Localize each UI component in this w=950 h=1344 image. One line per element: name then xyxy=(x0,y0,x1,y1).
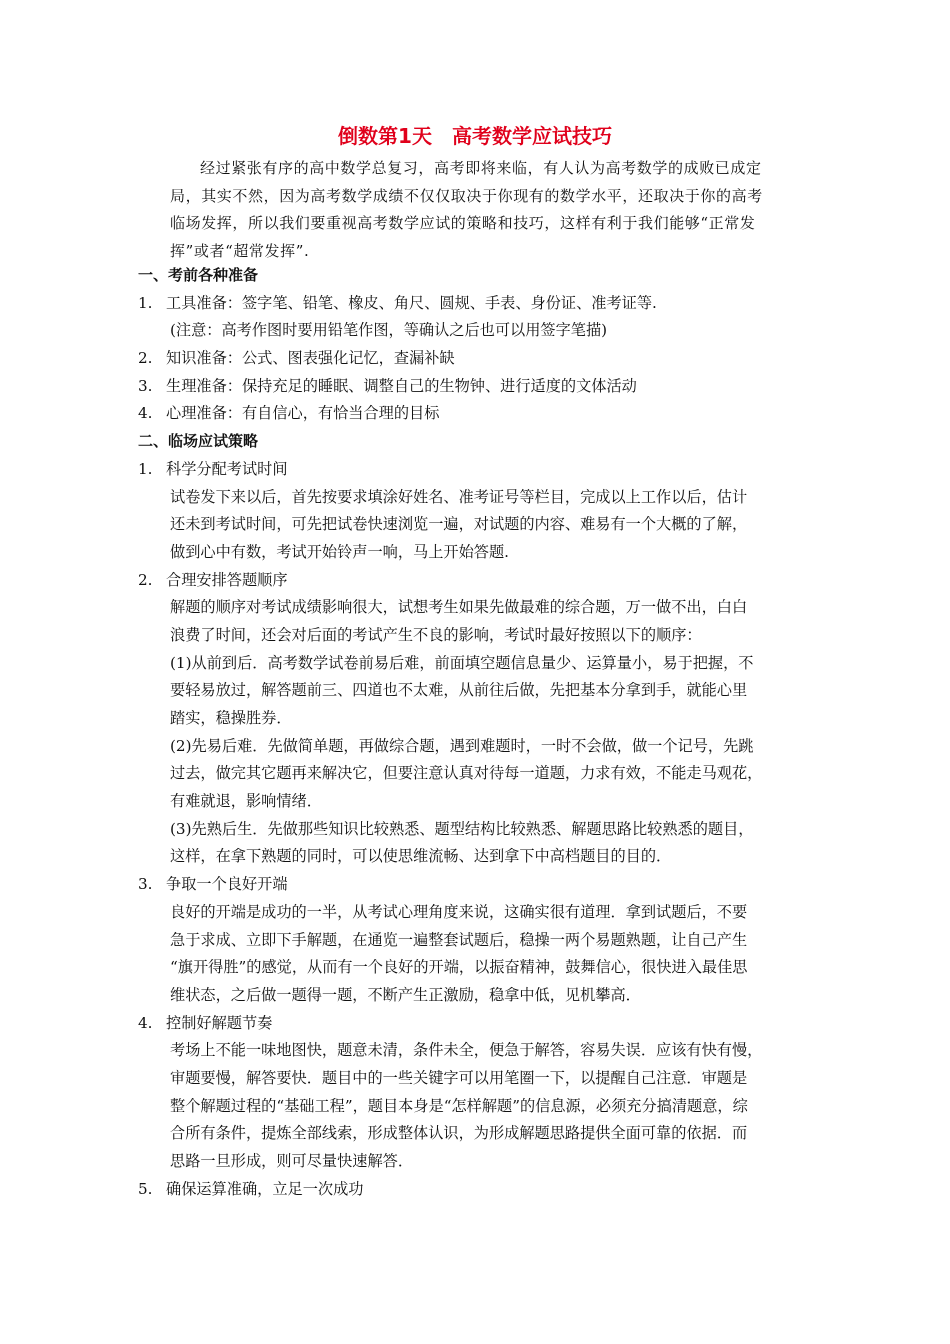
paragraph-line: 良好的开端是成功的一半，从考试心理角度来说，这确实很有道理．拿到试题后，不要 xyxy=(170,902,748,921)
paragraph-line: 还未到考试时间，可先把试卷快速浏览一遍，对试题的内容、难易有一个大概的了解， xyxy=(170,515,748,534)
paragraph-line: 做到心中有数，考试开始铃声一响，马上开始答题. xyxy=(170,542,509,561)
paragraph-line: 过去，做完其它题再来解决它，但要注意认真对待每一道题，力求有效，不能走马观花， xyxy=(170,764,763,783)
intro-line: 局，其实不然，因为高考数学成绩不仅仅取决于你现有的数学水平，还取决于你的高考 xyxy=(170,186,763,205)
paragraph-line: 解题的顺序对考试成绩影响很大，试想考生如果先做最难的综合题，万一做不出，白白 xyxy=(170,598,748,617)
item-number: 2. xyxy=(138,570,153,589)
paragraph-line: 维状态，之后做一题得一题，不断产生正激励，稳拿中低，见机攀高． xyxy=(170,985,641,1004)
paragraph-line: (2)先易后难．先做简单题，再做综合题，遇到难题时，一时不会做，做一个记号，先跳 xyxy=(170,736,754,755)
list-item-title xyxy=(0,456,950,484)
intro-line: 临场发挥，所以我们要重视高考数学应试的策略和技巧，这样有利于我们能够“正常发 xyxy=(170,214,756,233)
list-item-title xyxy=(0,871,950,899)
item-text: 知识准备：公式、图表强化记忆，查漏补缺 xyxy=(166,349,455,368)
paragraph-line: 审题要慢，解答要快．题目中的一些关键字可以用笔圈一下，以提醒自己注意．审题是 xyxy=(170,1068,748,1087)
paragraph-line: 思路一旦形成，则可尽量快速解答． xyxy=(170,1152,413,1170)
list-item xyxy=(0,345,950,373)
item-number: 2. xyxy=(138,349,153,368)
item-text: 心理准备：有自信心，有恰当合理的目标 xyxy=(166,404,440,423)
paragraph-line: 这样，在拿下熟题的同时，可以使思维流畅、达到拿下中高档题目的目的． xyxy=(170,847,672,866)
note-line: (注意：高考作图时要用铅笔作图，等确认之后也可以用签字笔描) xyxy=(170,321,608,340)
document-body xyxy=(0,262,950,1203)
item-number: 4. xyxy=(138,404,153,423)
paragraph-line: 踏实，稳操胜券． xyxy=(170,709,292,727)
item-title: 科学分配考试时间 xyxy=(166,459,288,478)
paragraph-line: (3)先熟后生．先做那些知识比较熟悉、题型结构比较熟悉、解题思路比较熟悉的题目， xyxy=(170,819,754,838)
paragraph-line: 合所有条件，提炼全部线索，形成整体认识，为形成解题思路提供全面可靠的依据．而 xyxy=(170,1124,748,1143)
section-heading: 一、考前各种准备 xyxy=(138,266,259,284)
item-title: 确保运算准确，立足一次成功 xyxy=(166,1179,364,1198)
item-number: 1. xyxy=(138,293,153,312)
paragraph-line: 试卷发下来以后，首先按要求填涂好姓名、准考证号等栏目，完成以上工作以后，估计 xyxy=(170,487,748,506)
paragraph-line: 考场上不能一味地图快，题意未清，条件未全，便急于解答，容易失误．应该有快有慢， xyxy=(170,1041,763,1060)
list-item xyxy=(0,373,950,401)
item-title: 合理安排答题顺序 xyxy=(166,570,288,589)
list-item xyxy=(0,290,950,318)
paragraph-line: 急于求成、立即下手解题，在通览一遍整套试题后，稳操一两个易题熟题，让自己产生 xyxy=(170,930,748,949)
item-number: 3. xyxy=(138,875,153,894)
item-number: 4. xyxy=(138,1013,153,1032)
list-item-title xyxy=(0,567,950,595)
paragraph-line: (1)从前到后．高考数学试卷前易后难，前面填空题信息量少、运算量小，易于把握，不 xyxy=(170,653,754,672)
paragraph-line: 要轻易放过，解答题前三、四道也不太难，从前往后做，先把基本分拿到手，就能心里 xyxy=(170,681,748,700)
item-text: 工具准备：签字笔、铅笔、橡皮、角尺、圆规、手表、身份证、准考证等. xyxy=(166,293,657,312)
paragraph-line: 有难就退，影响情绪． xyxy=(170,792,322,811)
item-text: 生理准备：保持充足的睡眠、调整自己的生物钟、进行适度的文体活动 xyxy=(166,376,637,395)
item-number: 5. xyxy=(138,1179,153,1198)
list-item xyxy=(0,400,950,428)
intro-line: 经过紧张有序的高中数学总复习，高考即将来临，有人认为高考数学的成败已成定 xyxy=(200,159,762,177)
section-heading: 二、临场应试策略 xyxy=(138,432,259,451)
item-number: 1. xyxy=(138,459,153,478)
item-title: 控制好解题节奏 xyxy=(166,1013,273,1032)
intro-paragraph xyxy=(170,155,818,265)
intro-line: 挥”或者“超常发挥”. xyxy=(170,241,310,260)
paragraph-line: “旗开得胜”的感觉，从而有一个良好的开端，以振奋精神，鼓舞信心，很快进入最佳思 xyxy=(170,958,748,977)
page-title: 倒数第1天 高考数学应试技巧 xyxy=(338,124,612,148)
paragraph-line: 浪费了时间，还会对后面的考试产生不良的影响，考试时最好按照以下的顺序： xyxy=(170,625,702,644)
list-item-title xyxy=(0,1176,950,1204)
item-number: 3. xyxy=(138,376,153,395)
paragraph-line: 整个解题过程的“基础工程”，题目本身是“怎样解题”的信息源，必须充分搞清题意，综 xyxy=(170,1096,748,1115)
list-item-title xyxy=(0,1010,950,1038)
item-title: 争取一个良好开端 xyxy=(166,875,288,894)
